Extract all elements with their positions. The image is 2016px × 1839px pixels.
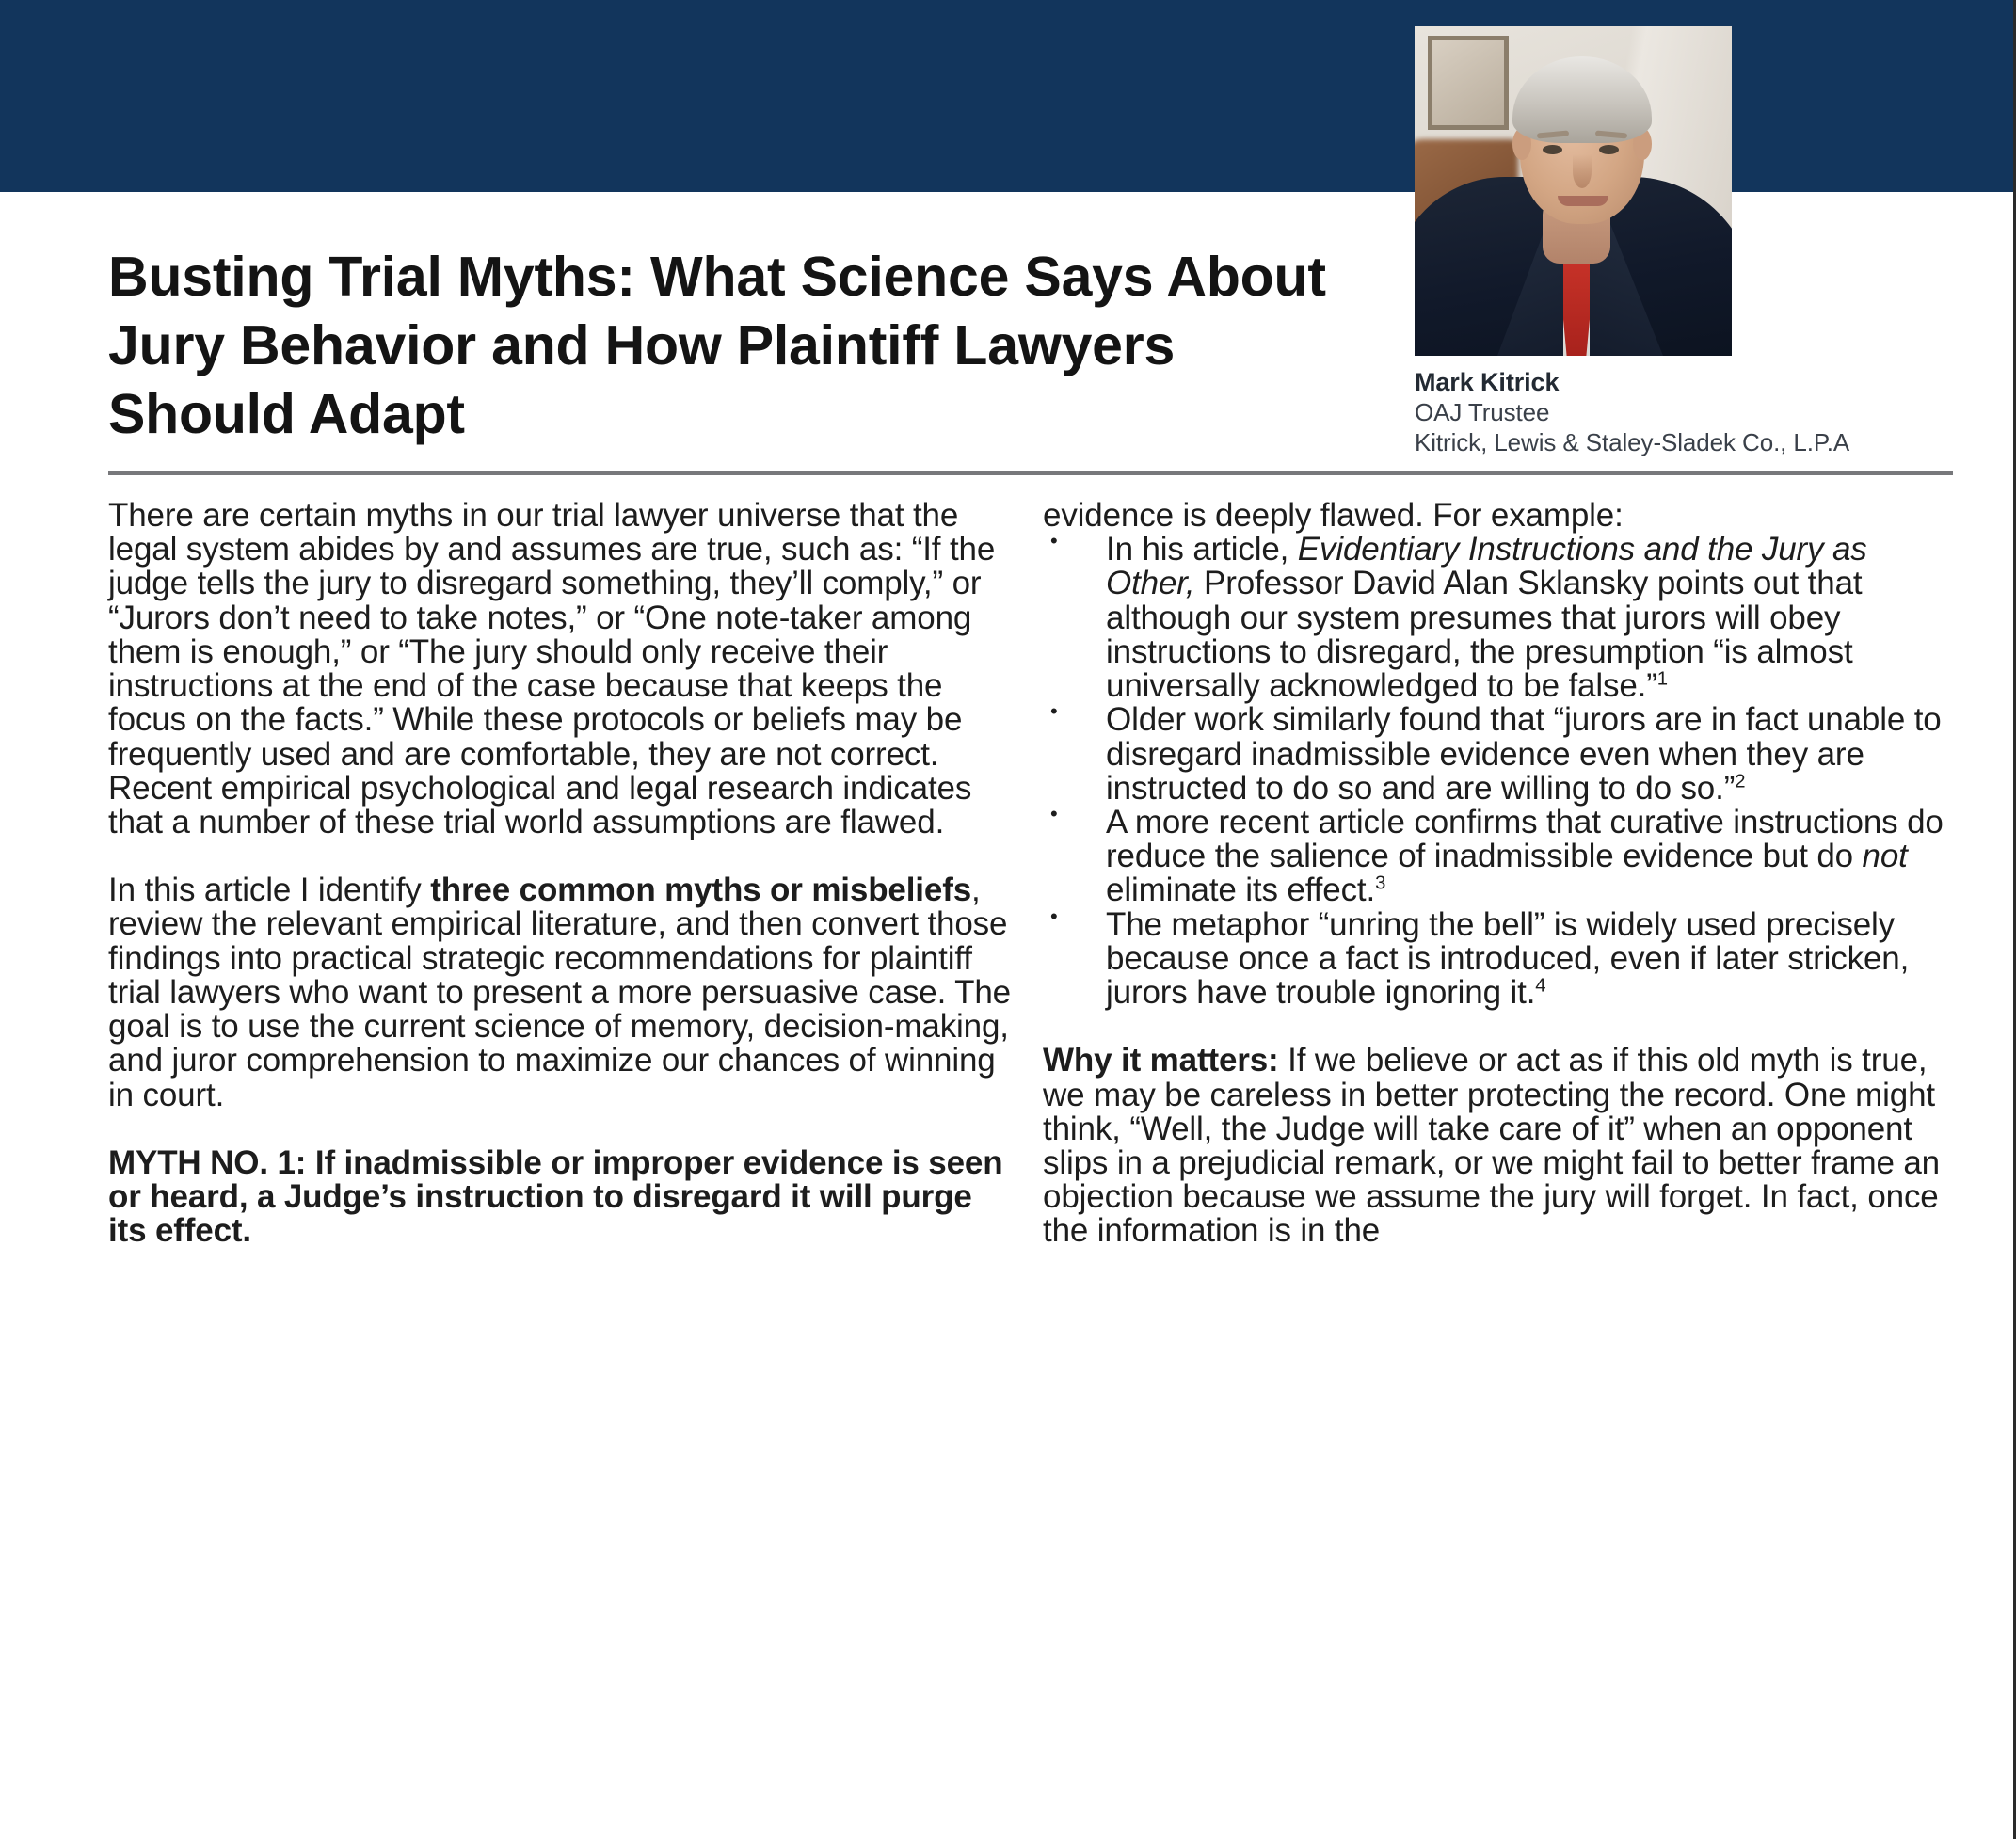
bullet-post-italic: The metaphor “unring the bell” is widely used precisely because once a fact is introduced, even if later stricken, jurors have trouble ignoring it. [1106, 905, 1910, 1012]
paragraph-why-it-matters [1043, 1044, 1956, 1248]
footnote-marker: 4 [1535, 975, 1546, 997]
article-title: Busting Trial Myths: What Science Says About Jury Behavior and How Plaintiff Lawyers Should Adapt [108, 245, 1326, 445]
photo-mouth [1558, 196, 1608, 206]
body-column-left [108, 499, 1012, 1248]
author-photo [1415, 26, 1732, 356]
author-firm: Kitrick, Lewis & Staley-Sladek Co., L.P.A [1415, 427, 1850, 456]
paragraph-continued: evidence is deeply flawed. For example: [1043, 497, 1624, 534]
list-item [1043, 803, 1956, 909]
paragraph-overview-part2: , review the relevant empirical literature, and then convert those findings into practical strategic recommendations for plaintiff trial lawyers who want to present a more persuasive case. The goal is to use the current science of memory, decision-making, and juror comprehension to maximize our chances of winning in court. [108, 872, 1011, 1113]
list-item [1043, 703, 1956, 806]
paragraph-overview [108, 873, 1012, 1112]
bullet-pre-italic: A more recent article confirms that curative instructions do reduce the salience of inadmissible evidence but do [1106, 803, 1944, 875]
paragraph-overview-part1: In this article I identify [108, 872, 431, 909]
why-it-matters-label: Why it matters: [1043, 1042, 1279, 1079]
evidence-bullet-list [1043, 533, 1956, 1010]
list-item [1043, 905, 1956, 1012]
footnote-marker: 1 [1656, 668, 1668, 690]
paragraph-overview-emphasis: three common myths or misbeliefs [430, 872, 972, 909]
why-it-matters-text: If we believe or act as if this old myth is true, we may be careless in better protecting the record. One might think, “Well, the Judge will take care of it” when an opponent slips in a prejudicial remark, or we might fail to better frame an objection because we assume the jury will forget. In fact, once the information is in the [1043, 1042, 1940, 1250]
myth-1-heading: MYTH NO. 1: If inadmissible or improper evidence is seen or heard, a Judge’s instruction to disregard it will purge its effect. [108, 1143, 1003, 1250]
author-role: OAJ Trustee [1415, 397, 1550, 426]
bullet-italic-title: Evidentiary Instructions and the Jury as Other, [1106, 531, 1867, 602]
photo-nose [1573, 154, 1592, 188]
paragraph-intro: There are certain myths in our trial lawyer universe that the legal system abides by and assumes are true, such as: “If the judge tells the jury to disregard something, they’ll comply,” or “Jurors don’t need to take notes,” or “One note-taker among them is enough,” or “The jury should only receive their instructions at the end of the case because that keeps the focus on the facts.” While these protocols or beliefs may be frequently used and are comfortable, they are not correct. Recent empirical psychological and legal research indicates that a number of these trial world assumptions are flawed. [108, 497, 996, 840]
bullet-italic-title: not [1862, 838, 1908, 875]
author-byline [1415, 367, 1998, 457]
bullet-pre-italic: In his article, [1106, 531, 1298, 568]
bullet-post-italic: Older work similarly found that “jurors are in fact unable to disregard inadmissible evidence even when they are instructed to do so and are willing to do so.” [1106, 701, 1942, 807]
body-column-right [1043, 499, 1956, 1249]
list-item [1043, 533, 1956, 703]
bullet-post-italic: Professor David Alan Sklansky points out that although our system presumes that jurors will obey instructions to disregard, the presumption “is almost universally acknowledged to be false.” [1106, 565, 1863, 705]
photo-eye-right [1599, 145, 1619, 154]
footnote-marker: 3 [1375, 872, 1386, 894]
title-divider-rule [108, 471, 1953, 475]
photo-wall-frame [1428, 36, 1509, 130]
bullet-post-italic: eliminate its effect. [1106, 872, 1376, 909]
photo-eye-left [1543, 145, 1562, 154]
footnote-marker: 2 [1735, 771, 1746, 792]
author-name: Mark Kitrick [1415, 368, 1560, 396]
